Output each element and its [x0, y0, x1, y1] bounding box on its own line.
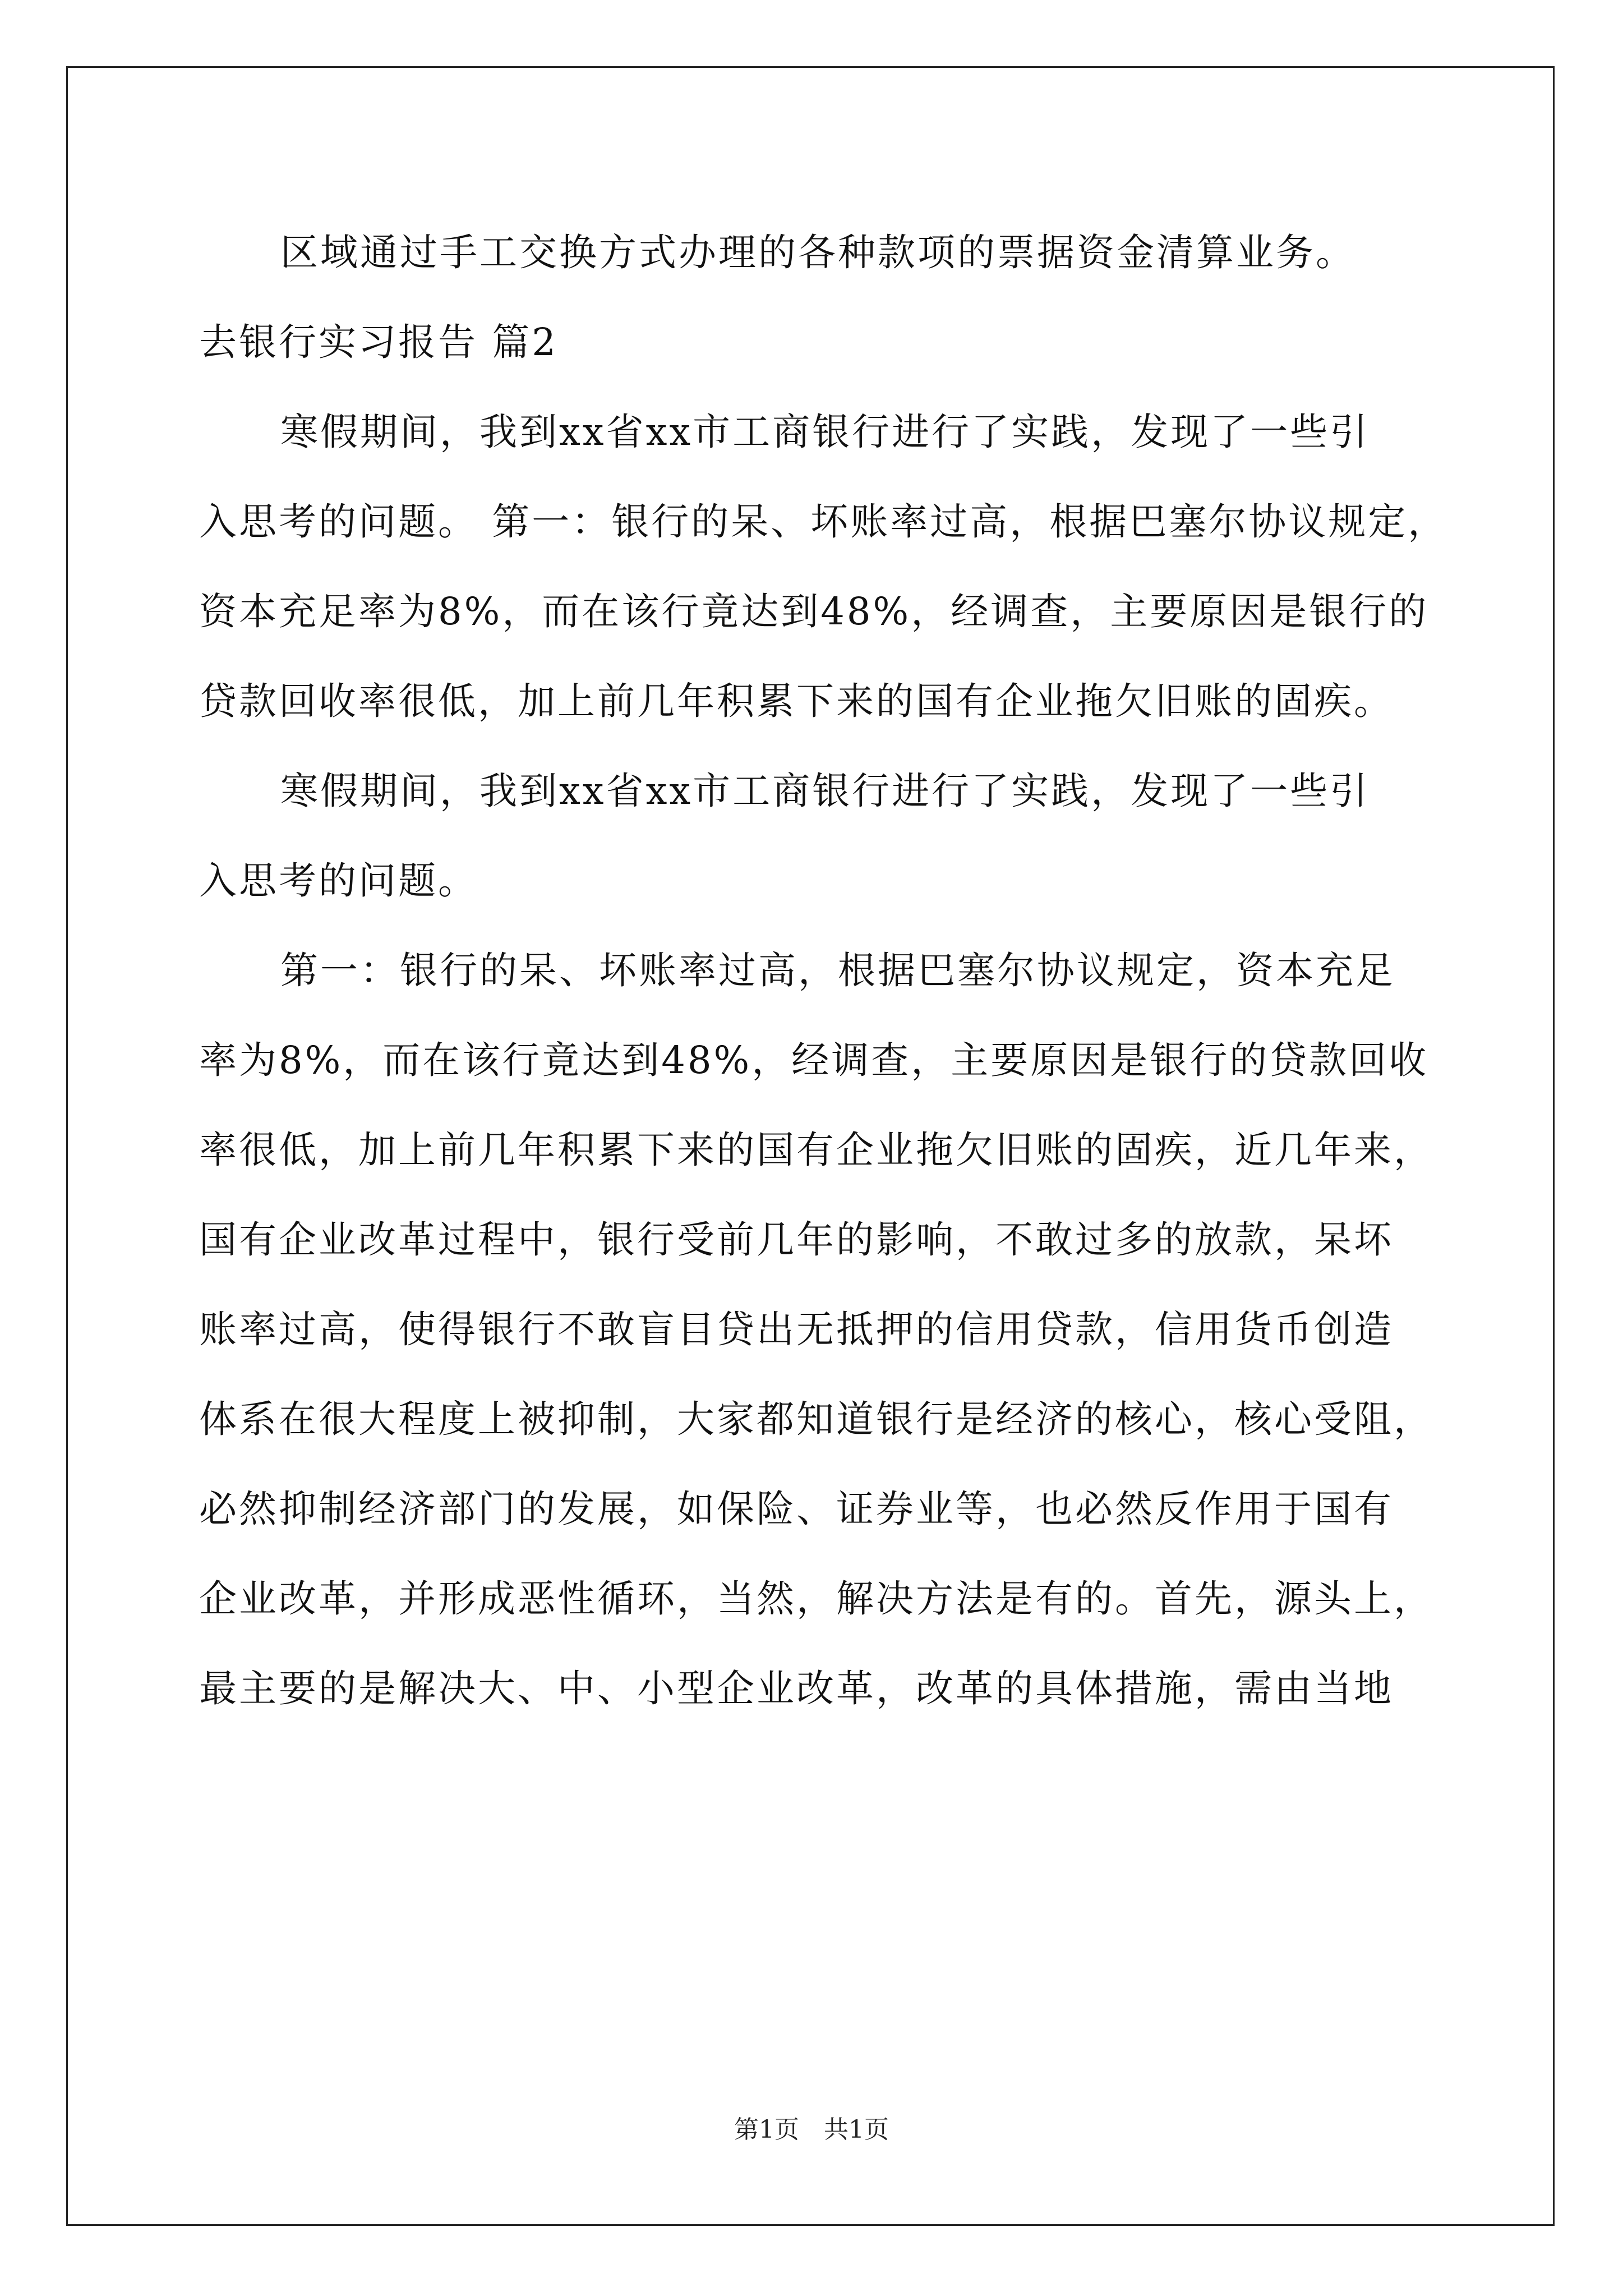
text-line-1: 区域通过手工交换方式办理的各种款项的票据资金清算业务。: [280, 231, 1355, 274]
text-line-15: 必然抑制经济部门的发展，如保险、证券业等，也必然反作用于国有: [199, 1487, 1394, 1531]
document-body: [199, 208, 1448, 1733]
text-line-10: 率为8%，而在该行竟达到48%，经调查，主要原因是银行的贷款回收: [199, 1038, 1429, 1082]
text-line-11: 率很低，加上前几年积累下来的国有企业拖欠旧账的固疾，近几年来，: [199, 1128, 1433, 1172]
text-line-9: 第一：银行的呆、坏账率过高，根据巴塞尔协议规定，资本充足: [280, 949, 1395, 992]
text-line-14: 体系在很大程度上被抑制，大家都知道银行是经济的核心，核心受阻，: [199, 1397, 1433, 1441]
text-line-13: 账率过高，使得银行不敢盲目贷出无抵押的信用贷款，信用货币创造: [199, 1308, 1394, 1351]
text-line-16: 企业改革，并形成恶性循环，当然，解决方法是有的。首先，源头上，: [199, 1577, 1433, 1621]
text-line-7: 寒假期间，我到xx省xx市工商银行进行了实践，发现了一些引: [280, 769, 1370, 813]
text-line-17: 最主要的是解决大、中、小型企业改革，改革的具体措施，需由当地: [199, 1667, 1394, 1710]
page-footer: 第1页 共1页: [734, 2115, 889, 2144]
text-line-8: 入思考的问题。: [199, 859, 478, 903]
text-line-3: 寒假期间，我到xx省xx市工商银行进行了实践，发现了一些引: [280, 410, 1370, 454]
text-line-5: 资本充足率为8%，而在该行竟达到48%，经调查，主要原因是银行的: [199, 590, 1429, 633]
text-line-4: 入思考的问题。 第一：银行的呆、坏账率过高，根据巴塞尔协议规定，: [199, 500, 1448, 544]
section-heading: 去银行实习报告 篇2: [199, 320, 558, 364]
text-line-12: 国有企业改革过程中，银行受前几年的影响，不敢过多的放款，呆坏: [199, 1218, 1394, 1262]
text-line-6: 贷款回收率很低，加上前几年积累下来的国有企业拖欠旧账的固疾。: [199, 679, 1394, 723]
